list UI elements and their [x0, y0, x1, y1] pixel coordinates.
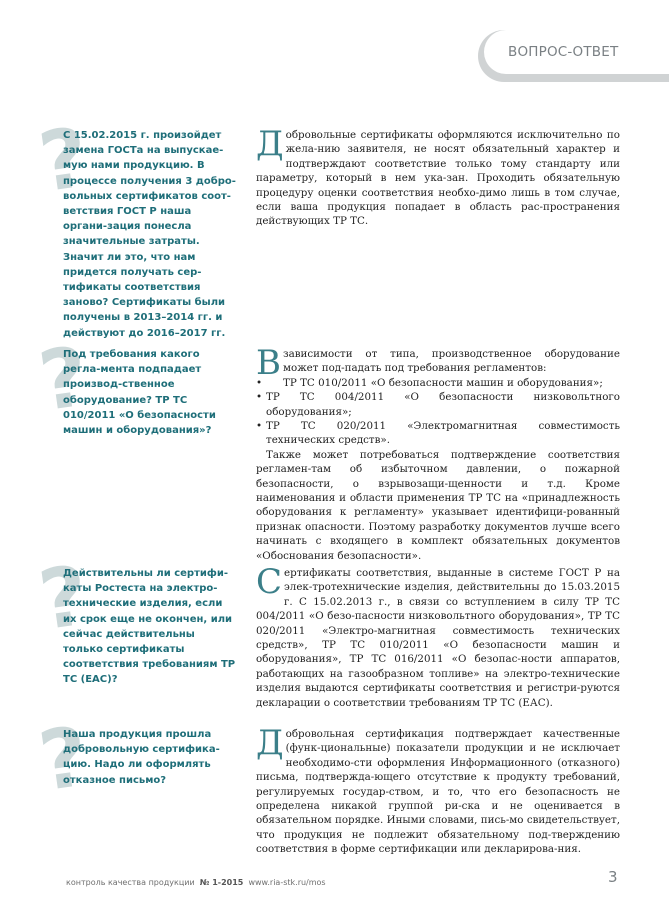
question-mark-icon: ? [33, 329, 94, 431]
regulation-list [256, 376, 620, 448]
section-header-inner [484, 30, 669, 74]
answer-text [256, 723, 620, 857]
list-item: • ТР ТС 010/2011 «О безопасности машин и оборудования»; [256, 376, 620, 390]
question-mark-icon: ? [33, 110, 94, 212]
issue-number: № 1-2015 [199, 878, 244, 887]
question-mark-icon: ? [33, 548, 94, 650]
answer-text [256, 124, 620, 229]
answer-text [256, 562, 620, 710]
page-number: 3 [608, 868, 618, 886]
answer-body: ертификаты соответствия, выданные в системе ГОСТ Р на элек-тротехнические изделия, действительны до 15.03.2015 г. С 15.02.2013 г., в связи со вступлением в силу ТР ТС 004/2011 «О безо-пасности низковольтного оборудования», ТР ТС 020/2011 «Электро-магнитная совместимость технических средств», ТР ТС 010/2011 «О безопасности машин и оборудования», ТР ТС 016/2011 «О безопас-ности аппаратов, работающих на газообразном топливе» на электро-технические изделия выдаются сертификаты соответствия и регистри-руются декларации о соответствии требованиям ТР ТС (ЕАС). [256, 567, 620, 709]
answer-body: зависимости от типа, производственное оборудование может под-падать под требования регламентов: [283, 348, 620, 375]
question-mark-icon: ? [33, 709, 94, 811]
question-text: Наша продукция прошла добровольную сертифика-цию. Надо ли оформлять отказное письмо? [63, 729, 220, 786]
drop-cap: Д [256, 124, 284, 164]
question-text: Действительны ли сертифи-каты Ростеста на электро-технические изделия, если их срок еще не окончен, или сейчас действительны только сертификаты соответствия требованиям ТР ТС (ЕАС)? [63, 568, 236, 686]
answer-body: обровольные сертификаты оформляются исключительно по жела-нию заявителя, не носят обязательный характер и подтверждают соответствие только тому стандарту или параметру, который в нем ука-зан. Проходить обязательную процедуру оценки соответствия необхо-димо лишь в том случае, если ваша продукция попадает в область рас-пространения действующих ТР ТС. [256, 129, 620, 228]
question-text: С 15.02.2015 г. произойдет замена ГОСТа на выпускае-мую нами продукцию. В процессе получения 3 добро-вольных сертификатов соот-ветствия ГОСТ Р наша органи-зация понесла значительные затраты. Значит ли это, что нам придется получать сер-тификаты соответствия заново? Сертификаты были получены в 2013–2014 гг. и действуют до 2016–2017 гг. [63, 130, 236, 339]
website-link[interactable]: www.ria-stk.ru/mos [248, 878, 326, 887]
section-title: ВОПРОС-ОТВЕТ [508, 44, 619, 60]
list-item: • ТР ТС 020/2011 «Электромагнитная совместимость технических средств». [256, 419, 620, 448]
section-header-tab [478, 30, 669, 82]
page-footer [66, 878, 326, 887]
list-item: • ТР ТС 004/2011 «О безопасности низковольтного оборудования»; [256, 390, 620, 419]
answer-text [256, 343, 620, 563]
answer-body: обровольная сертификация подтверждает качественные (функ-циональные) показатели продукции и не исключает необходимо-сти оформления Информационного (отказного) письма, подтвержда-ющего отсутствие к продукту требований, регулируемых государ-ством, и то, что его безопасность не определена никакой группой ри-ска и не оценивается в обязательном порядке. Иными словами, пись-мо свидетельствует, что продукция не подлежит обязательному под-тверждению соответствия в форме сертификации или декларирова-ния. [256, 728, 620, 856]
drop-cap: С [256, 562, 283, 602]
magazine-name: контроль качества продукции [66, 878, 195, 887]
question-text: Под требования какого регла-мента подпадает производ-ственное оборудование? ТР ТС 010/2011 «О безопасности машин и оборудования»? [63, 349, 216, 437]
answer-continued: Также может потребоваться подтверждение соответствия регламен-там об избыточном давлении, о пожарной безопасности, о взрывозащи-щенности и т.д. Кроме наименования и области применения ТР ТС на «принадлежность оборудования к регламенту» указывает идентифици-рованный признак опасности. Поэтому разработку документов лучше всего начинать с входящего в комплект обязательных документов «Обоснования безопасности». [256, 448, 620, 562]
drop-cap: В [256, 343, 281, 383]
drop-cap: Д [256, 723, 284, 763]
